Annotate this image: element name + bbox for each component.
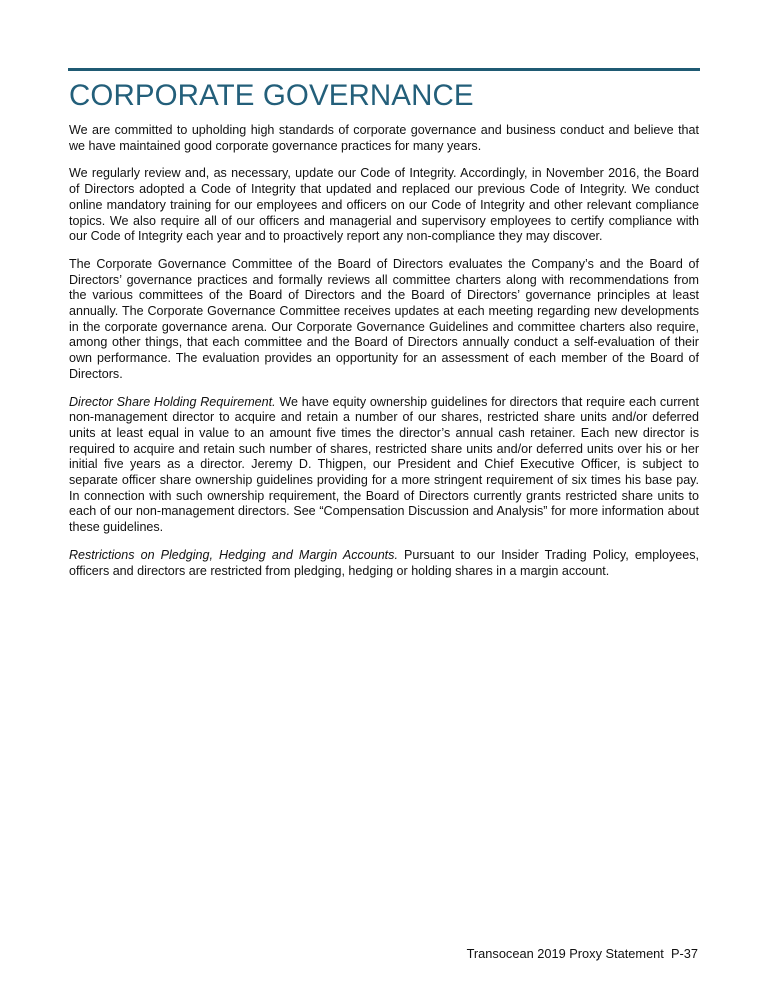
paragraph-committee <box>69 257 699 383</box>
body-text <box>69 123 699 591</box>
paragraph-lead: Director Share Holding Requirement. <box>69 394 276 409</box>
paragraph-lead: Restrictions on Pledging, Hedging and Margin Accounts. <box>69 547 398 562</box>
paragraph-code-of-integrity <box>69 166 699 245</box>
paragraph-pledging <box>69 548 699 579</box>
paragraph-text: Pursuant to our Insider Trading Policy, employees, officers and directors are restricted from pledging, hedging or holding shares in a margin account. <box>69 547 699 578</box>
paragraph-text: The Corporate Governance Committee of the Board of Directors evaluates the Company’s and the Board of Directors’ governance practices and formally reviews all committee charters along with recommendations from the various committees of the Board of Directors and the Board of Directors’ governance principles at least annually. The Corporate Governance Committee receives updates at each meeting regarding new developments in the corporate governance arena. Our Corporate Governance Guidelines and committee charters also require, among other things, that each committee and the Board of Directors annually conduct a self-evaluation of their own performance. The evaluation provides an opportunity for an assessment of each member of the Board of Directors. <box>69 256 699 381</box>
paragraph-share-holding <box>69 395 699 536</box>
page-footer: Transocean 2019 Proxy Statement P-37 <box>466 946 698 961</box>
header-rule <box>68 68 700 71</box>
paragraph-text: We regularly review and, as necessary, update our Code of Integrity. Accordingly, in November 2016, the Board of Directors adopted a Code of Integrity that updated and replaced our previous Code of Integrity. We conduct online mandatory training for our employees and officers on our Code of Integrity and other relevant compliance topics. We also require all of our officers and managerial and supervisory employees to certify compliance with our Code of Integrity each year and to proactively report any non-compliance they may discover. <box>69 166 699 244</box>
paragraph-text: We are committed to upholding high standards of corporate governance and business conduct and believe that we have maintained good corporate governance practices for many years. <box>69 123 699 153</box>
paragraph-text: We have equity ownership guidelines for directors that require each current non-management director to acquire and retain a number of our shares, restricted share units and/or deferred units at least equal in value to an amount five times the director’s annual cash retainer. Each new director is required to acquire and retain such number of shares, restricted share units and/or deferred units over his or her initial five years as a director. Jeremy D. Thigpen, our President and Chief Executive Officer, is subject to separate officer share ownership guidelines providing for a more stringent requirement of six times his base pay. In connection with such ownership requirement, the Board of Directors currently grants restricted share units to each of our non-management directors. See “Compensation Discussion and Analysis” for more information about these guidelines. <box>69 394 699 535</box>
paragraph-commitment <box>69 123 699 154</box>
section-title: CORPORATE GOVERNANCE <box>69 79 474 112</box>
